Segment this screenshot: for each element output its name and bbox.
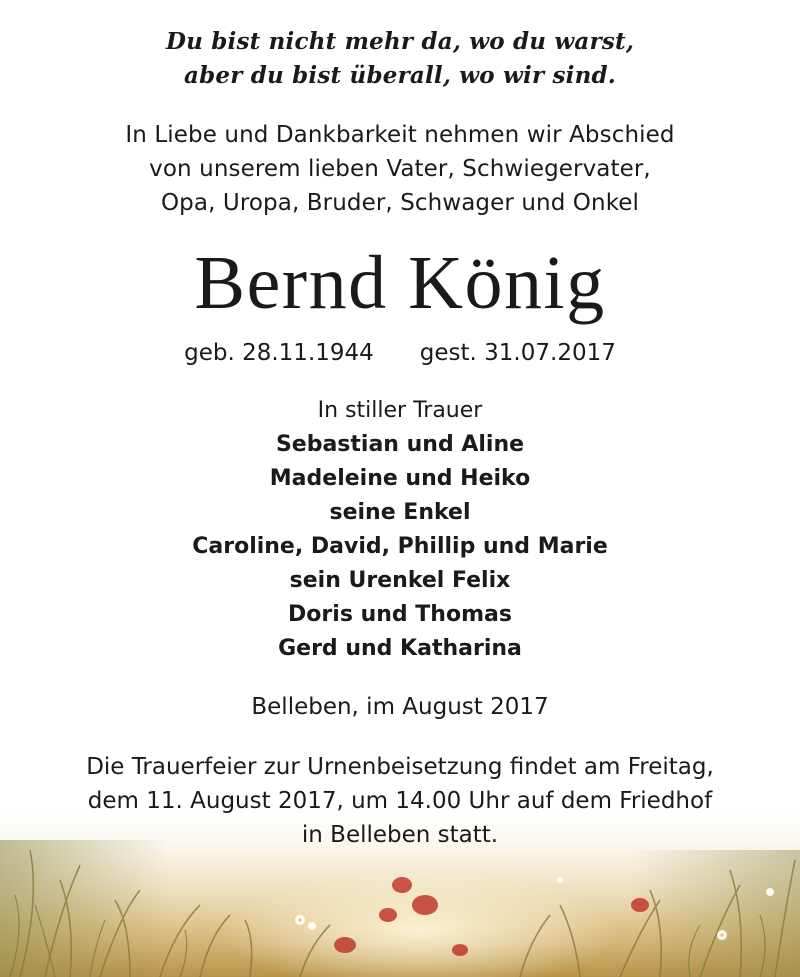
intro-line-3: Opa, Uropa, Bruder, Schwager und Onkel — [160, 190, 640, 216]
death-date: gest. 31.07.2017 — [419, 340, 616, 366]
mourner-line: Doris und Thomas — [288, 602, 512, 627]
birth-date: geb. 28.11.1944 — [184, 340, 374, 366]
place-and-date: Belleben, im August 2017 — [251, 694, 549, 720]
mourner-line: sein Urenkel Felix — [289, 568, 511, 593]
deceased-name: Bernd König — [194, 241, 606, 325]
life-dates — [0, 340, 800, 366]
mourner-line: Madeleine und Heiko — [269, 466, 531, 491]
mourners-intro: In stiller Trauer — [317, 398, 483, 423]
quote-line-2: aber du bist überall, wo wir sind. — [183, 62, 616, 89]
mourner-line: Gerd und Katharina — [278, 636, 522, 661]
service-line-2: dem 11. August 2017, um 14.00 Uhr auf dem Friedhof — [87, 788, 713, 814]
quote-line-1: Du bist nicht mehr da, wo du warst, — [165, 28, 635, 55]
service-line-3: in Belleben statt. — [301, 822, 499, 848]
intro-line-2: von unserem lieben Vater, Schwiegervater, — [149, 156, 651, 182]
mourner-line: Sebastian und Aline — [275, 432, 525, 457]
service-line-1: Die Trauerfeier zur Urnenbeisetzung findet am Freitag, — [86, 754, 714, 780]
intro-line-1: In Liebe und Dankbarkeit nehmen wir Abschied — [125, 122, 675, 148]
mourner-line: Caroline, David, Phillip und Marie — [192, 534, 608, 559]
mourner-line: seine Enkel — [329, 500, 471, 525]
